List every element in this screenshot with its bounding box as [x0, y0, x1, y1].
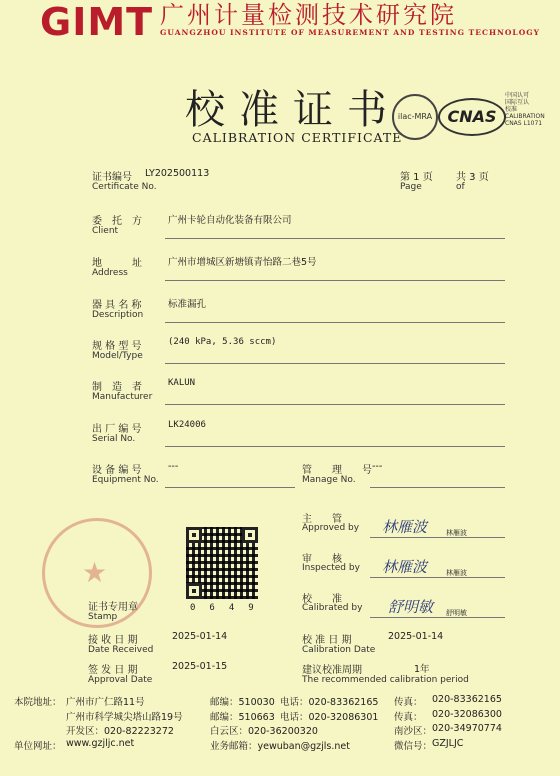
received-label-en: Date Received — [88, 645, 154, 655]
qr-number: 0649 — [190, 603, 268, 613]
footer-postcode-1: 邮编：510030 — [210, 697, 275, 708]
footer-baiyun-phone: 白云区：020-36200320 — [210, 726, 318, 737]
cnas-text — [505, 92, 560, 127]
received-value: 2025-01-14 — [172, 631, 228, 642]
calibration-date-value: 2025-01-14 — [388, 631, 444, 642]
manufacturer-label-cn: 制 造 者 — [92, 382, 142, 393]
manage-label-en: Manage No. — [302, 475, 356, 485]
document-title-en: CALIBRATION CERTIFICATE — [192, 130, 403, 145]
manufacturer-underline — [165, 404, 505, 405]
approved-name: 林雁波 — [446, 529, 467, 537]
received-label-cn: 接 收 日 期 — [88, 635, 138, 646]
cnas-line: 国际互认 — [505, 99, 530, 106]
certificate-no-label-en: Certificate No. — [92, 182, 157, 192]
certificate-no-label-cn: 证书编号 — [92, 172, 132, 183]
page-total: 共 3 页 — [456, 172, 489, 183]
qr-finder — [186, 527, 202, 543]
cnas-line: CNAS L1071 — [505, 120, 543, 127]
cnas-line: CALIBRATION — [505, 113, 545, 120]
description-label-cn: 器 具 名 称 — [92, 300, 142, 311]
address-value: 广州市增城区新塘镇青怡路二巷5号 — [168, 257, 317, 268]
calibrated-name: 舒明敏 — [446, 609, 467, 617]
stamp-label-cn: 证书专用章 — [88, 602, 138, 613]
footer-fax-label-2: 传真： — [394, 712, 423, 723]
inspected-name: 林雁波 — [446, 569, 467, 577]
footer-wechat-label: 微信号： — [394, 741, 433, 752]
institute-name-cn: 广州计量检测技术研究院 — [160, 1, 457, 29]
equipment-label-cn: 设 备 编 号 — [92, 465, 142, 476]
model-label-cn: 规 格 型 号 — [92, 341, 142, 352]
equipment-underline — [165, 487, 295, 488]
qr-finder — [242, 527, 258, 543]
description-underline — [165, 322, 505, 323]
footer-website[interactable]: www.gzjljc.net — [66, 738, 135, 749]
of-label-en: of — [456, 182, 465, 192]
stamp-label-en: Stamp — [88, 612, 118, 622]
footer-phone-2: 电话：020-32086301 — [280, 712, 379, 723]
calibrated-label-en: Calibrated by — [302, 603, 363, 613]
period-label-en: The recommended calibration period — [302, 675, 469, 685]
approved-label-en: Approved by — [302, 523, 360, 533]
period-value: 1年 — [414, 664, 430, 675]
footer-address-label: 本院地址： — [14, 697, 62, 708]
approved-label-cn: 主 管 — [302, 514, 342, 525]
institute-logo: GIMT — [40, 0, 154, 44]
model-underline — [165, 363, 505, 364]
address-label-cn: 地 址 — [92, 258, 142, 269]
approval-label-en: Approval Date — [88, 675, 153, 685]
description-value: 标准漏孔 — [168, 299, 207, 310]
footer-phone-1: 电话：020-83362165 — [280, 697, 379, 708]
cnas-logo: CNAS — [438, 98, 506, 136]
cnas-line: 中国认可 — [505, 92, 530, 99]
equipment-label-en: Equipment No. — [92, 475, 159, 485]
serial-value: LK24006 — [168, 420, 206, 430]
document-title-cn: 校准证书 — [185, 87, 401, 133]
serial-label-cn: 出 厂 编 号 — [92, 424, 142, 435]
footer-email[interactable]: 业务邮箱：yewuban@gzjls.net — [210, 741, 350, 752]
manage-underline — [370, 487, 505, 488]
page-number: 第 1 页 — [400, 172, 433, 183]
manufacturer-value: KALUN — [168, 378, 196, 388]
inspected-underline — [370, 577, 505, 578]
institute-name-en: GUANGZHOU INSTITUTE OF MEASUREMENT AND TESTING TECHNOLOGY — [160, 28, 540, 37]
calibration-date-label-en: Calibration Date — [302, 645, 376, 655]
footer-wechat: GZJLJC — [432, 738, 464, 749]
approved-signature: 林雁波 — [382, 518, 428, 536]
address-label-en: Address — [92, 268, 128, 278]
approval-value: 2025-01-15 — [172, 661, 228, 672]
calibrated-signature: 舒明敏 — [388, 598, 434, 616]
model-value: (240 kPa, 5.36 sccm) — [168, 337, 277, 347]
certificate-no-value: LY202500113 — [145, 168, 210, 179]
footer-dev-zone-phone: 开发区：020-82223272 — [66, 726, 174, 737]
description-label-en: Description — [92, 310, 144, 320]
client-label-en: Client — [92, 226, 119, 236]
client-label-cn: 委 托 方 — [92, 216, 142, 227]
client-value: 广州卡轮自动化装备有限公司 — [168, 215, 292, 226]
inspected-signature: 林雁波 — [382, 558, 428, 576]
model-label-en: Model/Type — [92, 351, 143, 361]
page-label-en: Page — [400, 182, 422, 192]
inspected-label-en: Inspected by — [302, 563, 360, 573]
approved-underline — [370, 537, 505, 538]
qr-finder — [186, 583, 202, 599]
calibration-date-label-cn: 校 准 日 期 — [302, 635, 352, 646]
manage-label-cn: 管 理 号 — [302, 465, 372, 476]
calibrated-label-cn: 校 准 — [302, 594, 342, 605]
footer-address-1: 广州市广仁路11号 — [66, 697, 145, 708]
stamp-star-icon: ★ — [82, 556, 108, 589]
manage-value: --- — [372, 461, 383, 472]
serial-label-en: Serial No. — [92, 434, 136, 444]
period-label-cn: 建议校准周期 — [302, 665, 362, 676]
footer-postcode-2: 邮编：510663 — [210, 712, 275, 723]
footer-website-label: 单位网址： — [14, 741, 62, 752]
footer-address-2: 广州市科学城尖塔山路19号 — [66, 712, 183, 723]
manufacturer-label-en: Manufacturer — [92, 392, 153, 402]
serial-underline — [165, 446, 505, 447]
footer-fax-label-1: 传真： — [394, 697, 423, 708]
calibrated-underline — [370, 617, 505, 618]
equipment-value: --- — [168, 461, 179, 472]
client-underline — [165, 238, 505, 239]
footer-nansha-label: 南沙区： — [394, 726, 433, 737]
address-underline — [165, 280, 505, 281]
inspected-label-cn: 审 核 — [302, 554, 342, 565]
approval-label-cn: 签 发 日 期 — [88, 665, 138, 676]
footer-fax-2: 020-32086300 — [432, 709, 502, 720]
ilac-mra-logo: ilac-MRA — [392, 94, 438, 140]
cnas-line: 校准 — [505, 106, 518, 113]
footer-nansha-phone: 020-34970774 — [432, 723, 502, 734]
footer-fax-1: 020-83362165 — [432, 694, 502, 705]
